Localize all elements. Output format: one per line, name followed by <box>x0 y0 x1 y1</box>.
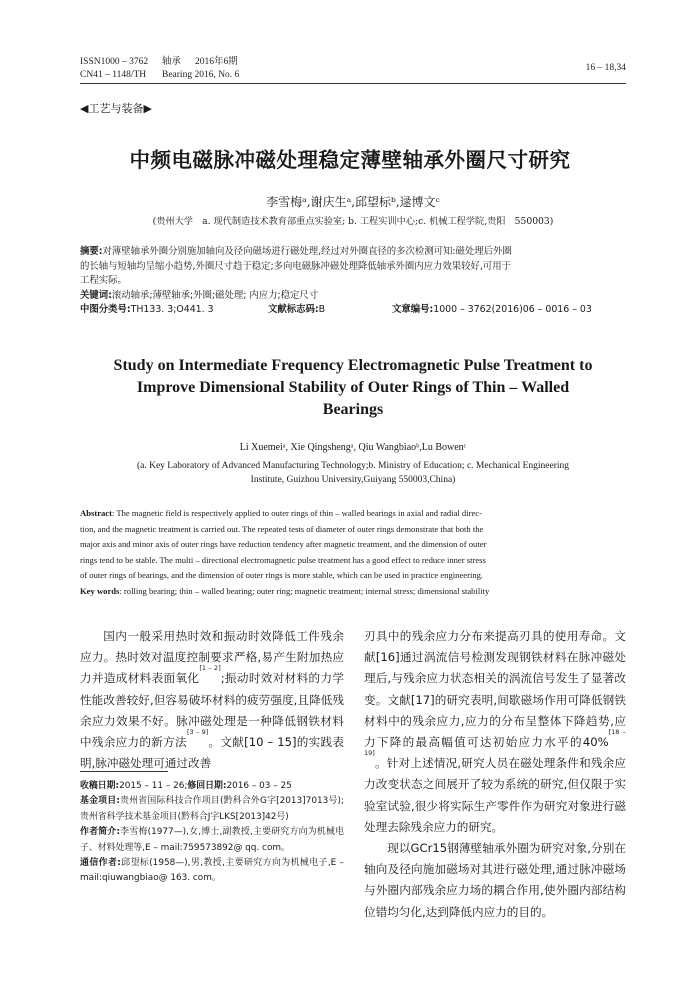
header-journal-zh: 轴承 <box>162 57 182 67</box>
abstract-en-line1: Abstract: The magnetic field is respectively applied to outer rings of thin – walled bearings in axial and radial direc- <box>80 508 482 518</box>
article-number: 1000 – 3762(2016)06 – 0016 – 03 <box>433 304 592 316</box>
abstract-zh-label: 摘要: <box>80 246 103 257</box>
corresponding-author: 通信作者:邱望标(1958—),男,教授,主要研究方向为机械电子,E – mail:qiuwangbiao@ 163. com。 <box>80 858 344 884</box>
keywords-en-label: Key words <box>80 585 120 596</box>
abstract-en-line2: tion, and the magnetic treatment is carried out. The repeated tests of diameter of outer rings demonstrate that both the <box>80 523 484 534</box>
received-date: 收稿日期:2015 – 11 – 26;修回日期:2016 – 03 – 25 <box>80 781 292 791</box>
triangle-left-icon: ◀ <box>80 102 89 115</box>
authors-en: Li Xuemeiᵃ, Xie Qingshengᵃ, Qiu Wangbiaoᵇ,Lu Bowenᶜ <box>239 442 467 453</box>
header-cn: CN41 – 1148/TH <box>80 70 147 80</box>
abstract-en-line3: major axis and minor axis of outer rings have reduction tendency after magnetic treatment, and the dimension of outer <box>80 539 487 550</box>
header-rule <box>80 83 626 84</box>
paragraph: 国内一般采用热时效和振动时效降低工件残余应力。热时效对温度控制要求严格,易产生附加热应力并造成材料表面氧化[1 – 2];振动时效对材料的力学性能改善较好,但容易破坏材料的疲劳强度,且降低残余应力效果不好。脉冲磁处理是一种降低钢铁材料中残余应力的新方法[3 – 9]。文献[10 – 15]的实践表明,脉冲磁处理可通过改善 <box>80 629 344 771</box>
abstract-en <box>80 506 626 600</box>
title-en-line3: Bearings <box>322 401 384 418</box>
affiliation-zh: (贵州大学 a. 现代制造技术教育部重点实验室; b. 工程实训中心;c. 机械工程学院,贵阳 550003) <box>152 216 554 227</box>
header-issn: ISSN1000 – 3762 <box>80 57 149 67</box>
triangle-right-icon: ▶ <box>143 102 152 115</box>
keywords-zh-label: 关键词: <box>80 289 112 301</box>
abstract-en-line4: rings tend to be stable. The multi – directional electromagnetic pulse treatment has a good effect to reduce inner stress <box>80 554 486 565</box>
author-bio: 作者简介:李雪梅(1977—),女,博士,副教授,主要研究方向为机械电子、材料处理等,E – mail:759573892@ qq. com。 <box>80 827 344 853</box>
journal-header <box>80 56 626 82</box>
fund-info: 基金项目:贵州省国际科技合作项目(黔科合外G字[2013]7013号);贵州省科学技术基金项目(黔科合J字LKS[2013]42号) <box>80 796 344 822</box>
footnote-divider <box>80 771 168 772</box>
classification-line: 中图分类号:TH133. 3;O441. 3 文献标志码:B 文章编号:1000 – 3762(2016)06 – 0016 – 03 <box>80 304 592 316</box>
keywords-zh: 关键词:滚动轴承;薄壁轴承;外圈;磁处理; 内应力;稳定尺寸 <box>80 289 319 301</box>
authors-zh: 李雪梅ᵃ,谢庆生ᵃ,邱望标ᵇ,逯博文ᶜ <box>266 195 440 209</box>
citation: [3 – 9] <box>186 728 209 737</box>
citation: [1 – 2] <box>199 664 221 673</box>
title-en-line1: Study on Intermediate Frequency Electromagnetic Pulse Treatment to <box>113 357 593 374</box>
abstract-zh-line2: 的长轴与短轴均呈缩小趋势,外圈尺寸趋于稳定;多向电磁脉冲磁处理降低轴承外圈内应力效果较好,可用于 <box>80 260 511 272</box>
body-left-column <box>80 626 344 774</box>
paragraph: 现以GCr15钢薄壁轴承外圈为研究对象,分别在轴向及径向施加磁场对其进行磁处理,通过脉冲磁场与外圈内部残余应力场的耦合作用,使外圈内部结构位错均匀化,达到降低内应力的目的。 <box>364 841 626 919</box>
citation: [18 – 19] <box>364 728 626 758</box>
keywords-en: Key words: rolling bearing; thin – walled bearing; outer ring; magnetic treatment; internal stress; dimensional stability <box>80 585 490 596</box>
header-issue-zh: 2016年6期 <box>195 57 238 67</box>
paper-title-en <box>80 355 626 421</box>
section-tag-label: 工艺与装备 <box>88 102 144 115</box>
abstract-zh <box>80 245 626 318</box>
abstract-zh-line3: 工程实际。 <box>80 275 127 287</box>
header-pages: 16 – 18,34 <box>585 63 626 73</box>
paper-title-zh: 中频电磁脉冲磁处理稳定薄壁轴承外圈尺寸研究 <box>129 148 571 172</box>
footnotes <box>80 779 344 887</box>
doc-code: B <box>318 304 326 316</box>
body-right-column <box>364 626 626 923</box>
clc-number: TH133. 3;O441. 3 <box>130 304 214 316</box>
affiliation-en: (a. Key Laboratory of Advanced Manufacturing Technology;b. Ministry of Education; c. Mechanical Engineering Institute, Guizhou University,Guiyang 550003,China) <box>136 461 570 485</box>
title-en-line2: Improve Dimensional Stability of Outer Rings of Thin – Walled <box>136 379 570 396</box>
header-journal-en: Bearing 2016, No. 6 <box>162 70 240 80</box>
paragraph: 刃具中的残余应力分布来提高刃具的使用寿命。文献[16]通过涡流信号检测发现钢铁材料在脉冲磁处理后,与残余应力状态相关的涡流信号发生了显著改变。文献[17]的研究表明,间歇磁场作用可降低钢铁材料中的残余应力,应力的分布呈整体下降趋势,应力下降的最高幅值可达初始应力水平的40%[18 – 19]。针对上述情况,研究人员在磁处理条件和残余应力改变状态之间展开了较为系统的研究,但仅限于实验室试验,很少将实际生产零件作为研究对象进行磁处理去除残余应力的研究。 <box>364 629 626 834</box>
abstract-en-line5: of outer rings of bearings, and the dimension of outer rings is more stable, which can be used in practice engineering. <box>80 570 484 581</box>
abstract-zh-line1: 摘要:对薄壁轴承外圈分别施加轴向及径向磁场进行磁处理,经过对外圈直径的多次检测可知:磁处理后外圈 <box>80 246 512 257</box>
abstract-en-label: Abstract <box>80 508 112 518</box>
section-tag <box>80 100 152 116</box>
